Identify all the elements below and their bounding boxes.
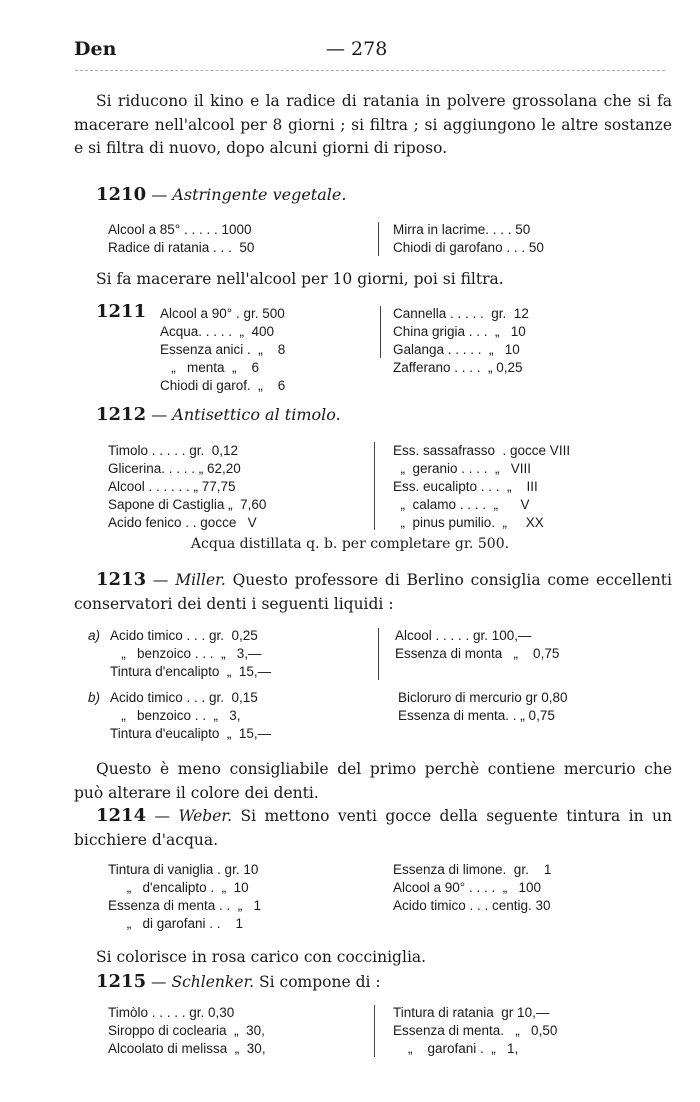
ingredient-line: „ d'encalipto . „ 10 xyxy=(108,880,249,895)
heading-dash: — xyxy=(154,807,171,825)
header-section-word: Den xyxy=(74,38,117,60)
ingredient-line: Sapone di Castiglia „ 7,60 xyxy=(108,497,267,512)
intro-text: Si riducono il kino e la radice di ratania in polvere grossolana che si fa macerare nell'alcool per 8 giorni ; si filtra ; si aggiungono le altre sostanze e si filtra di nuovo, dopo alcuni giorni di riposo. xyxy=(74,92,672,157)
recipe-1213-intro xyxy=(74,568,672,616)
ingredient-line: „ calamo . . . . „ V xyxy=(393,497,530,512)
ingredient-line: „ pinus pumilio. „ XX xyxy=(393,515,544,530)
heading-dash: — xyxy=(151,973,167,991)
note-text: Si fa macerare nell'alcool per 10 giorni, poi si filtra. xyxy=(96,270,504,288)
ingredient-line: Alcool . . . . . gr. 100,— xyxy=(395,628,532,643)
variant-label: b) xyxy=(88,690,101,705)
ingredient-line: Alcool a 90° . . . . „ 100 xyxy=(393,880,541,895)
recipe-number: 1210 xyxy=(96,184,147,205)
ingredient-line: Ess. eucalipto . . . „ III xyxy=(393,479,538,494)
recipe-number: 1213 xyxy=(96,569,147,590)
ingredient-line: Essenza di menta. „ 0,50 xyxy=(393,1023,558,1038)
page-header xyxy=(74,38,674,62)
ingredient-line: Alcoolato di melissa „ 30, xyxy=(108,1041,266,1056)
recipe-1210-heading xyxy=(96,184,346,205)
recipe-number: 1215 xyxy=(96,971,147,992)
column-divider xyxy=(374,442,375,530)
ingredient-line: Timòlo . . . . . gr. 0,30 xyxy=(108,1005,235,1020)
ingredient-line: Chiodi di garof. „ 6 xyxy=(160,378,286,393)
ingredient-line: Acido timico . . . gr. 0,15 xyxy=(110,690,258,705)
ingredient-line: Tintura d'eucalipto „ 15,— xyxy=(110,726,272,741)
heading-dash: — xyxy=(151,405,168,424)
heading-dash: — xyxy=(151,185,168,204)
ingredient-line: Glicerina. . . . . „ 62,20 xyxy=(108,461,241,476)
ingredient-line: Radice di ratania . . . 50 xyxy=(108,240,255,255)
ingredient-line: Essenza anici . „ 8 xyxy=(160,342,286,357)
author-name: Weber. xyxy=(178,807,233,825)
intro-text: Si mettono venti gocce della seguente tintura in un bicchiere d'acqua. xyxy=(74,807,672,849)
column-divider xyxy=(374,1005,375,1057)
ingredient-line: Bicloruro di mercurio gr 0,80 xyxy=(398,690,568,705)
ingredient-line: Timolo . . . . . gr. 0,12 xyxy=(108,443,239,458)
recipe-1213-note xyxy=(74,758,672,805)
recipe-number: 1212 xyxy=(96,404,147,425)
ingredient-line: Acqua. . . . . „ 400 xyxy=(160,324,275,339)
recipe-1212-footer: Acqua distillata q. b. per completare gr. 500. xyxy=(190,536,510,552)
recipe-1211-heading xyxy=(96,301,146,322)
intro-text: Si compone di : xyxy=(259,973,381,991)
recipe-1214-note xyxy=(74,946,672,970)
ingredient-line: Tintura di ratania gr 10,— xyxy=(393,1005,550,1020)
recipe-title: Astringente vegetale. xyxy=(172,185,347,204)
header-rule xyxy=(75,70,665,71)
ingredient-line: Acido timico . . . centig. 30 xyxy=(393,898,551,913)
variant-label: a) xyxy=(88,628,101,643)
ingredient-line: Siroppo di coclearia „ 30, xyxy=(108,1023,265,1038)
ingredient-line: Mirra in lacrime. . . . 50 xyxy=(393,222,531,237)
ingredient-line: Alcool a 85° . . . . . 1000 xyxy=(108,222,252,237)
note-text: Questo è meno consigliabile del primo perchè contiene mercurio che può alterare il colore dei denti. xyxy=(74,760,672,802)
ingredient-line: Tintura d'encalipto „ 15,— xyxy=(110,664,272,679)
column-divider xyxy=(378,628,379,680)
ingredient-line: Acido fenico . . gocce V xyxy=(108,515,257,530)
ingredient-line: Cannella . . . . . gr. 12 xyxy=(393,306,529,321)
recipe-number: 1211 xyxy=(96,301,147,322)
ingredient-line: „ menta „ 6 xyxy=(160,360,260,375)
ingredient-line: Essenza di limone. gr. 1 xyxy=(393,862,552,877)
ingredient-line: Essenza di menta. . „ 0,75 xyxy=(398,708,555,723)
ingredient-line: Acido timico . . . gr. 0,25 xyxy=(110,628,258,643)
ingredient-line: Essenza di monta „ 0,75 xyxy=(395,646,560,661)
ingredient-line: Alcool . . . . . . „ 77,75 xyxy=(108,479,236,494)
ingredient-line: Chiodi di garofano . . . 50 xyxy=(393,240,544,255)
ingredient-line: Galanga . . . . . „ 10 xyxy=(393,342,520,357)
recipe-1210-note xyxy=(74,268,672,292)
ingredient-line: Ess. sassafrasso . gocce VIII xyxy=(393,443,571,458)
author-name: Schlenker. xyxy=(171,973,255,991)
column-divider xyxy=(378,222,379,256)
ingredient-line: Essenza di menta . . „ 1 xyxy=(108,898,262,913)
ingredient-line: Tintura di vaniglia . gr. 10 xyxy=(108,862,259,877)
page-number: — 278 xyxy=(326,38,388,60)
author-name: Miller. xyxy=(175,571,226,589)
ingredient-line: Alcool a 90° . gr. 500 xyxy=(160,306,285,321)
ingredient-line: „ di garofani . . 1 xyxy=(108,916,244,931)
ingredient-line: „ benzoico . . . „ 3,— xyxy=(110,646,262,661)
recipe-1214-intro xyxy=(74,804,672,852)
ingredient-line: Zafferano . . . . „ 0,25 xyxy=(393,360,523,375)
intro-paragraph xyxy=(74,90,672,161)
recipe-1215-intro xyxy=(74,970,672,995)
ingredient-line: „ garofani . „ 1, xyxy=(393,1041,519,1056)
recipe-title: Antisettico al timolo. xyxy=(172,405,341,424)
intro-text: Questo professore di Berlino consiglia come eccellenti conservatori dei denti i seguenti liquidi : xyxy=(74,571,672,613)
ingredient-line: China grigia . . . „ 10 xyxy=(393,324,526,339)
recipe-1212-heading xyxy=(96,404,341,425)
recipe-number: 1214 xyxy=(96,805,147,826)
ingredient-line: „ geranio . . . . „ VIII xyxy=(393,461,532,476)
heading-dash: — xyxy=(152,571,169,589)
column-divider xyxy=(380,306,381,358)
note-text: Si colorisce in rosa carico con cocciniglia. xyxy=(96,948,427,966)
ingredient-line: „ benzoico . . „ 3, xyxy=(110,708,241,723)
